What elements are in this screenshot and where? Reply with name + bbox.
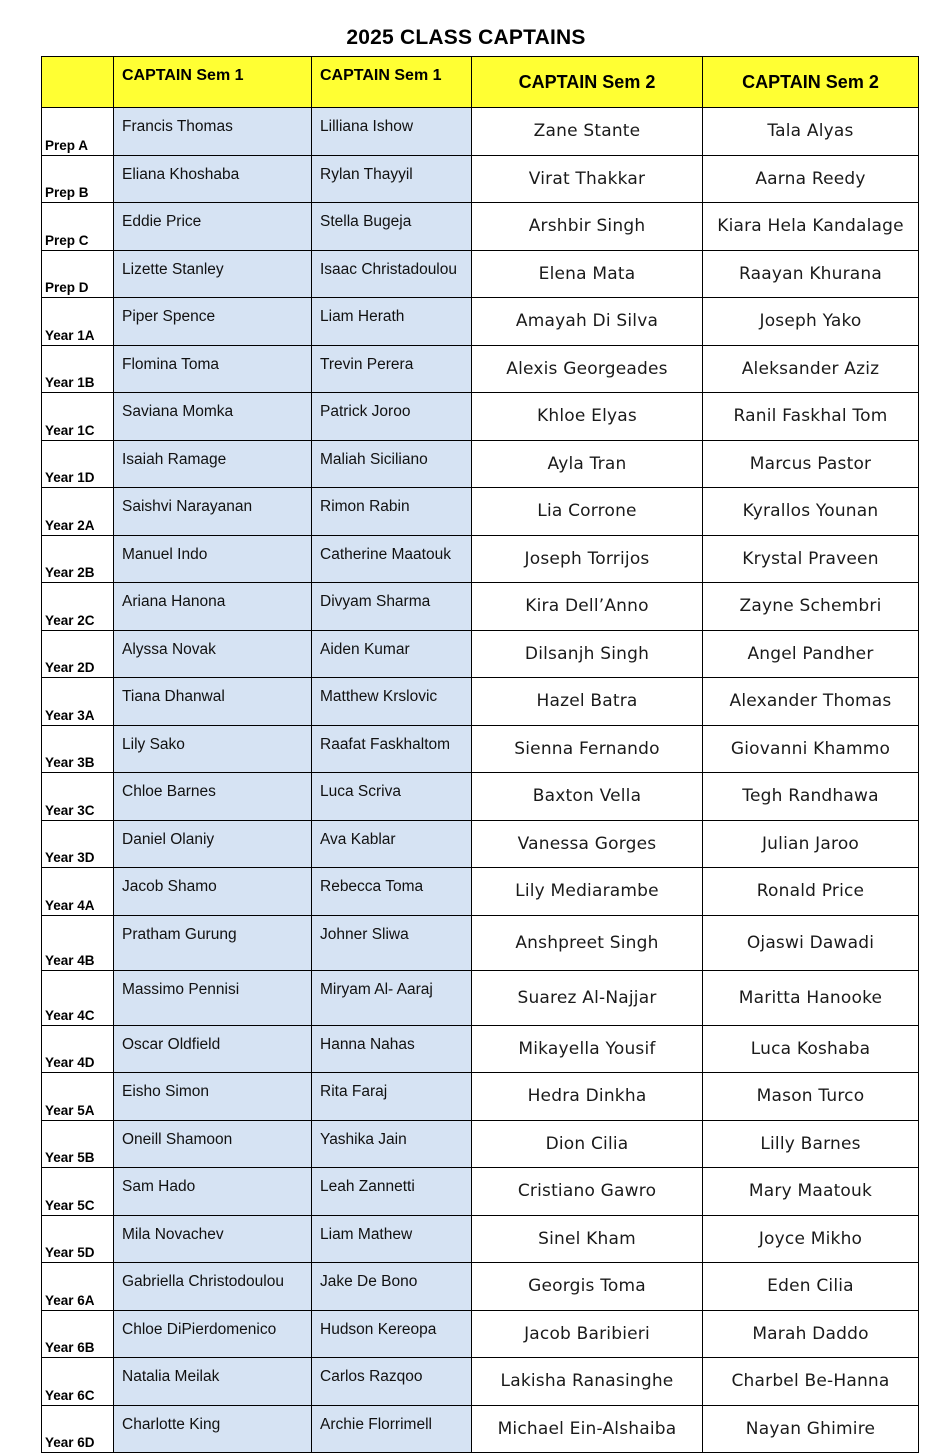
captain-sem2-a-cell: Mikayella Yousif <box>472 1025 703 1073</box>
table-row <box>42 1405 919 1453</box>
captain-sem1-b-cell: Johner Sliwa <box>312 915 472 970</box>
captain-sem2-a-cell: Elena Mata <box>472 250 703 298</box>
captain-sem2-b-cell: Mary Maatouk <box>703 1168 919 1216</box>
captain-sem1-b-cell: Archie Florrimell <box>312 1405 472 1453</box>
captain-sem2-a-cell: Vanessa Gorges <box>472 820 703 868</box>
captain-sem2-b-cell: Joseph Yako <box>703 298 919 346</box>
table-row <box>42 1358 919 1406</box>
class-cell: Prep C <box>42 203 114 251</box>
class-cell: Year 1A <box>42 298 114 346</box>
table-row <box>42 488 919 536</box>
captain-sem1-a-cell: Isaiah Ramage <box>114 440 312 488</box>
captains-table <box>41 56 919 1453</box>
table-row <box>42 1073 919 1121</box>
captain-sem2-b-cell: Aleksander Aziz <box>703 345 919 393</box>
captain-sem2-a-cell: Dion Cilia <box>472 1120 703 1168</box>
captain-sem2-a-cell: Alexis Georgeades <box>472 345 703 393</box>
captain-sem2-b-cell: Tegh Randhawa <box>703 773 919 821</box>
table-row <box>42 1120 919 1168</box>
class-cell: Year 1D <box>42 440 114 488</box>
table-row <box>42 678 919 726</box>
captain-sem2-a-cell: Dilsanjh Singh <box>472 630 703 678</box>
captain-sem1-b-cell: Divyam Sharma <box>312 583 472 631</box>
captain-sem1-b-cell: Stella Bugeja <box>312 203 472 251</box>
table-row <box>42 108 919 156</box>
class-cell: Year 1B <box>42 345 114 393</box>
captain-sem1-b-cell: Isaac Christadoulou <box>312 250 472 298</box>
captain-sem1-b-cell: Carlos Razqoo <box>312 1358 472 1406</box>
captain-sem1-a-cell: Chloe DiPierdomenico <box>114 1310 312 1358</box>
class-cell: Year 5A <box>42 1073 114 1121</box>
captain-sem1-b-cell: Hudson Kereopa <box>312 1310 472 1358</box>
header-captain-sem2-b: CAPTAIN Sem 2 <box>703 57 919 108</box>
table-row <box>42 820 919 868</box>
table-row <box>42 725 919 773</box>
class-cell: Year 6A <box>42 1263 114 1311</box>
captain-sem2-a-cell: Amayah Di Silva <box>472 298 703 346</box>
captain-sem1-b-cell: Leah Zannetti <box>312 1168 472 1216</box>
captain-sem2-a-cell: Jacob Baribieri <box>472 1310 703 1358</box>
table-row <box>42 535 919 583</box>
captain-sem2-b-cell: Kyrallos Younan <box>703 488 919 536</box>
captain-sem2-b-cell: Charbel Be-Hanna <box>703 1358 919 1406</box>
captain-sem1-a-cell: Eddie Price <box>114 203 312 251</box>
captain-sem2-b-cell: Giovanni Khammo <box>703 725 919 773</box>
class-cell: Year 5C <box>42 1168 114 1216</box>
captain-sem2-a-cell: Zane Stante <box>472 108 703 156</box>
captain-sem1-b-cell: Maliah Siciliano <box>312 440 472 488</box>
captain-sem2-b-cell: Ojaswi Dawadi <box>703 915 919 970</box>
captain-sem2-a-cell: Ayla Tran <box>472 440 703 488</box>
captain-sem1-a-cell: Gabriella Christodoulou <box>114 1263 312 1311</box>
captain-sem2-a-cell: Hazel Batra <box>472 678 703 726</box>
class-cell: Year 4A <box>42 868 114 916</box>
table-row <box>42 345 919 393</box>
class-cell: Prep B <box>42 155 114 203</box>
table-body <box>42 108 919 1453</box>
class-cell: Year 4D <box>42 1025 114 1073</box>
captain-sem2-a-cell: Michael Ein-Alshaiba <box>472 1405 703 1453</box>
class-cell: Year 4C <box>42 970 114 1025</box>
table-row <box>42 1168 919 1216</box>
captain-sem1-b-cell: Catherine Maatouk <box>312 535 472 583</box>
captain-sem2-b-cell: Raayan Khurana <box>703 250 919 298</box>
class-cell: Year 2D <box>42 630 114 678</box>
captain-sem2-a-cell: Lakisha Ranasinghe <box>472 1358 703 1406</box>
captain-sem1-a-cell: Oneill Shamoon <box>114 1120 312 1168</box>
captain-sem1-a-cell: Alyssa Novak <box>114 630 312 678</box>
class-cell: Prep D <box>42 250 114 298</box>
page-title: 2025 CLASS CAPTAINS <box>346 26 586 49</box>
class-cell: Year 2C <box>42 583 114 631</box>
captain-sem1-a-cell: Flomina Toma <box>114 345 312 393</box>
captain-sem1-b-cell: Trevin Perera <box>312 345 472 393</box>
captain-sem1-a-cell: Manuel Indo <box>114 535 312 583</box>
captain-sem2-b-cell: Nayan Ghimire <box>703 1405 919 1453</box>
captain-sem2-a-cell: Hedra Dinkha <box>472 1073 703 1121</box>
captain-sem1-b-cell: Raafat Faskhaltom <box>312 725 472 773</box>
captain-sem1-a-cell: Francis Thomas <box>114 108 312 156</box>
table-row <box>42 868 919 916</box>
captain-sem1-a-cell: Mila Novachev <box>114 1215 312 1263</box>
captain-sem2-b-cell: Luca Koshaba <box>703 1025 919 1073</box>
captain-sem2-a-cell: Cristiano Gawro <box>472 1168 703 1216</box>
class-cell: Year 1C <box>42 393 114 441</box>
captain-sem1-a-cell: Massimo Pennisi <box>114 970 312 1025</box>
captain-sem2-b-cell: Tala Alyas <box>703 108 919 156</box>
table-row <box>42 1215 919 1263</box>
captain-sem2-b-cell: Joyce Mikho <box>703 1215 919 1263</box>
captain-sem1-a-cell: Ariana Hanona <box>114 583 312 631</box>
captain-sem1-a-cell: Saishvi Narayanan <box>114 488 312 536</box>
captain-sem2-a-cell: Joseph Torrijos <box>472 535 703 583</box>
captain-sem1-a-cell: Oscar Oldfield <box>114 1025 312 1073</box>
captain-sem2-b-cell: Alexander Thomas <box>703 678 919 726</box>
captain-sem2-b-cell: Mason Turco <box>703 1073 919 1121</box>
captain-sem2-a-cell: Lily Mediarambe <box>472 868 703 916</box>
captain-sem2-b-cell: Marah Daddo <box>703 1310 919 1358</box>
captain-sem2-b-cell: Ranil Faskhal Tom <box>703 393 919 441</box>
captain-sem2-b-cell: Eden Cilia <box>703 1263 919 1311</box>
class-cell: Year 6B <box>42 1310 114 1358</box>
captain-sem2-a-cell: Kira Dell’Anno <box>472 583 703 631</box>
class-cell: Year 3A <box>42 678 114 726</box>
table-row <box>42 1263 919 1311</box>
captain-sem2-a-cell: Georgis Toma <box>472 1263 703 1311</box>
captain-sem1-b-cell: Patrick Joroo <box>312 393 472 441</box>
captain-sem2-b-cell: Zayne Schembri <box>703 583 919 631</box>
captain-sem1-b-cell: Rita Faraj <box>312 1073 472 1121</box>
class-cell: Year 2B <box>42 535 114 583</box>
class-cell: Year 3B <box>42 725 114 773</box>
captain-sem2-b-cell: Julian Jaroo <box>703 820 919 868</box>
class-cell: Year 4B <box>42 915 114 970</box>
class-cell: Prep A <box>42 108 114 156</box>
captain-sem2-b-cell: Angel Pandher <box>703 630 919 678</box>
captain-sem2-a-cell: Virat Thakkar <box>472 155 703 203</box>
table-row <box>42 298 919 346</box>
table-row <box>42 155 919 203</box>
captain-sem1-b-cell: Hanna Nahas <box>312 1025 472 1073</box>
table-row <box>42 203 919 251</box>
captain-sem1-b-cell: Ava Kablar <box>312 820 472 868</box>
captain-sem1-a-cell: Natalia Meilak <box>114 1358 312 1406</box>
captain-sem2-b-cell: Maritta Hanooke <box>703 970 919 1025</box>
table-row <box>42 583 919 631</box>
captain-sem1-b-cell: Lilliana Ishow <box>312 108 472 156</box>
table-row <box>42 630 919 678</box>
captain-sem1-a-cell: Jacob Shamo <box>114 868 312 916</box>
captain-sem1-b-cell: Yashika Jain <box>312 1120 472 1168</box>
captain-sem1-a-cell: Sam Hado <box>114 1168 312 1216</box>
captain-sem1-b-cell: Miryam Al- Aaraj <box>312 970 472 1025</box>
captain-sem2-a-cell: Lia Corrone <box>472 488 703 536</box>
captain-sem1-a-cell: Charlotte King <box>114 1405 312 1453</box>
captain-sem1-b-cell: Liam Herath <box>312 298 472 346</box>
captain-sem2-a-cell: Suarez Al-Najjar <box>472 970 703 1025</box>
captain-sem1-b-cell: Luca Scriva <box>312 773 472 821</box>
captain-sem2-b-cell: Aarna Reedy <box>703 155 919 203</box>
captain-sem2-a-cell: Arshbir Singh <box>472 203 703 251</box>
captain-sem1-b-cell: Rimon Rabin <box>312 488 472 536</box>
captain-sem1-b-cell: Jake De Bono <box>312 1263 472 1311</box>
captain-sem1-a-cell: Pratham Gurung <box>114 915 312 970</box>
captain-sem1-a-cell: Lizette Stanley <box>114 250 312 298</box>
captain-sem1-a-cell: Eisho Simon <box>114 1073 312 1121</box>
class-cell: Year 5D <box>42 1215 114 1263</box>
table-row <box>42 440 919 488</box>
captain-sem2-a-cell: Sinel Kham <box>472 1215 703 1263</box>
table-row <box>42 970 919 1025</box>
table-row <box>42 773 919 821</box>
captain-sem2-a-cell: Baxton Vella <box>472 773 703 821</box>
captain-sem1-b-cell: Rylan Thayyil <box>312 155 472 203</box>
class-cell: Year 5B <box>42 1120 114 1168</box>
captain-sem1-a-cell: Eliana Khoshaba <box>114 155 312 203</box>
header-class <box>42 57 114 108</box>
captain-sem1-b-cell: Rebecca Toma <box>312 868 472 916</box>
captain-sem1-b-cell: Liam Mathew <box>312 1215 472 1263</box>
class-cell: Year 3C <box>42 773 114 821</box>
class-cell: Year 3D <box>42 820 114 868</box>
captain-sem2-b-cell: Marcus Pastor <box>703 440 919 488</box>
captain-sem2-a-cell: Anshpreet Singh <box>472 915 703 970</box>
captain-sem1-a-cell: Tiana Dhanwal <box>114 678 312 726</box>
captain-sem1-b-cell: Matthew Krslovic <box>312 678 472 726</box>
table-row <box>42 393 919 441</box>
captain-sem1-b-cell: Aiden Kumar <box>312 630 472 678</box>
header-captain-sem1-b: CAPTAIN Sem 1 <box>312 57 472 108</box>
captain-sem2-b-cell: Krystal Praveen <box>703 535 919 583</box>
captain-sem2-b-cell: Kiara Hela Kandalage <box>703 203 919 251</box>
table-row <box>42 1025 919 1073</box>
captain-sem2-a-cell: Khloe Elyas <box>472 393 703 441</box>
table-row <box>42 915 919 970</box>
captain-sem2-b-cell: Ronald Price <box>703 868 919 916</box>
captain-sem1-a-cell: Saviana Momka <box>114 393 312 441</box>
class-cell: Year 6C <box>42 1358 114 1406</box>
class-cell: Year 6D <box>42 1405 114 1453</box>
captain-sem1-a-cell: Daniel Olaniy <box>114 820 312 868</box>
captain-sem1-a-cell: Chloe Barnes <box>114 773 312 821</box>
header-captain-sem1-a: CAPTAIN Sem 1 <box>114 57 312 108</box>
class-cell: Year 2A <box>42 488 114 536</box>
captain-sem2-a-cell: Sienna Fernando <box>472 725 703 773</box>
header-captain-sem2-a: CAPTAIN Sem 2 <box>472 57 703 108</box>
captain-sem1-a-cell: Piper Spence <box>114 298 312 346</box>
table-row <box>42 250 919 298</box>
table-row <box>42 1310 919 1358</box>
header-row <box>42 57 919 108</box>
captain-sem2-b-cell: Lilly Barnes <box>703 1120 919 1168</box>
captain-sem1-a-cell: Lily Sako <box>114 725 312 773</box>
